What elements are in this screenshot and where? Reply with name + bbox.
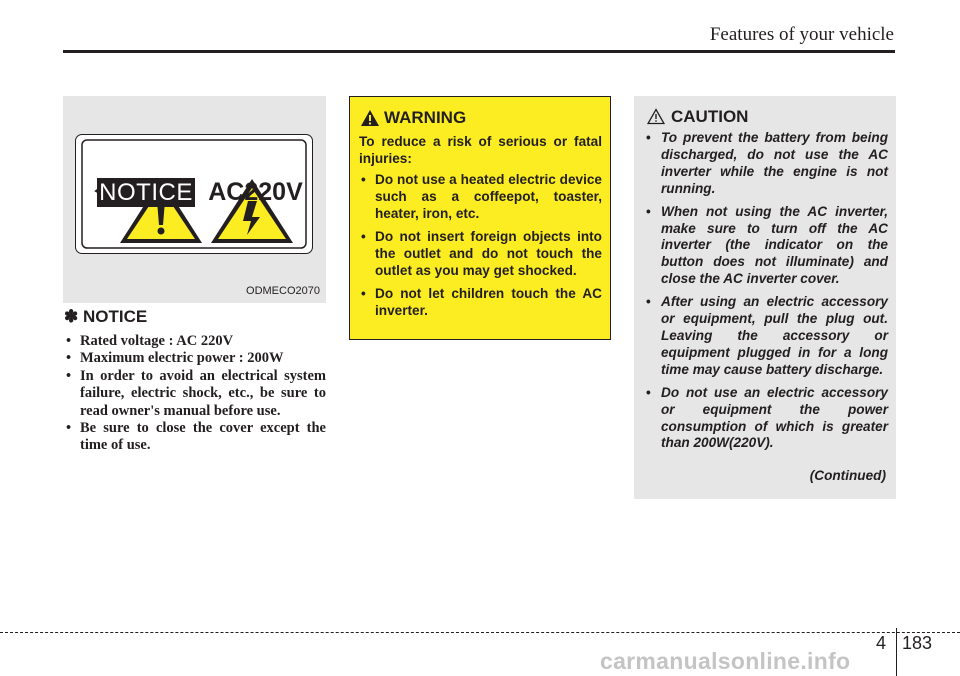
notice-item: • In order to avoid an electrical system failure, electric shock, etc., be sure to read owner's manual before use. — [64, 368, 326, 420]
notice-list — [64, 333, 326, 455]
notice-heading: ✽ NOTICE — [64, 307, 148, 326]
chapter-number: 4 — [876, 633, 887, 653]
caution-item: • To prevent the battery from being discharged, do not use the AC inverter while the engine is not running. — [643, 130, 888, 198]
watermark: carmanualsonline.info — [600, 648, 851, 674]
label-notice-text: NOTICE — [97, 178, 195, 207]
warning-item: • Do not use a heated electric device such as a coffeepot, toaster, heater, iron, etc. — [359, 171, 602, 222]
page-header-title: Features of your vehicle — [709, 24, 894, 45]
warning-title: WARNING — [384, 108, 467, 127]
warning-box — [349, 96, 611, 340]
page-number-separator — [896, 628, 897, 676]
warning-item: • Do not let children touch the AC inverter. — [359, 285, 602, 319]
caution-triangle-outline-icon — [647, 108, 665, 125]
caution-item: • Do not use an electric accessory or equipment the power consumption of which is greater than 200W(220V). — [643, 385, 888, 453]
continued-note: (Continued) — [809, 468, 886, 483]
warning-intro: To reduce a risk of serious or fatal injuries: — [359, 134, 602, 166]
warning-list — [359, 171, 602, 325]
caution-title: CAUTION — [671, 107, 749, 126]
caution-list — [643, 130, 888, 458]
header-divider — [63, 50, 895, 53]
notice-item: • Maximum electric power : 200W — [64, 350, 326, 367]
label-voltage-text: AC220V — [208, 178, 303, 206]
caution-box — [634, 96, 896, 499]
figure-panel — [63, 96, 326, 303]
footer-divider — [0, 632, 960, 633]
caution-item: • After using an electric accessory or equipment, pull the plug out. Leaving the accessory or equipment plugged in for a long time may cause battery discharge. — [643, 294, 888, 379]
figure-code: ODMECO2070 — [246, 285, 320, 297]
warning-item: • Do not insert foreign objects into the outlet and do not touch the outlet as you may get shocked. — [359, 228, 602, 279]
notice-item: • Rated voltage : AC 220V — [64, 333, 326, 350]
warning-triangle-icon — [360, 109, 380, 127]
caution-item: • When not using the AC inverter, make sure to turn off the AC inverter (the indicator on the button does not illuminate) and close the AC inverter cover. — [643, 204, 888, 289]
notice-item: • Be sure to close the cover except the time of use. — [64, 420, 326, 455]
notice-label-illustration — [75, 134, 313, 254]
page-number: 183 — [902, 633, 933, 653]
